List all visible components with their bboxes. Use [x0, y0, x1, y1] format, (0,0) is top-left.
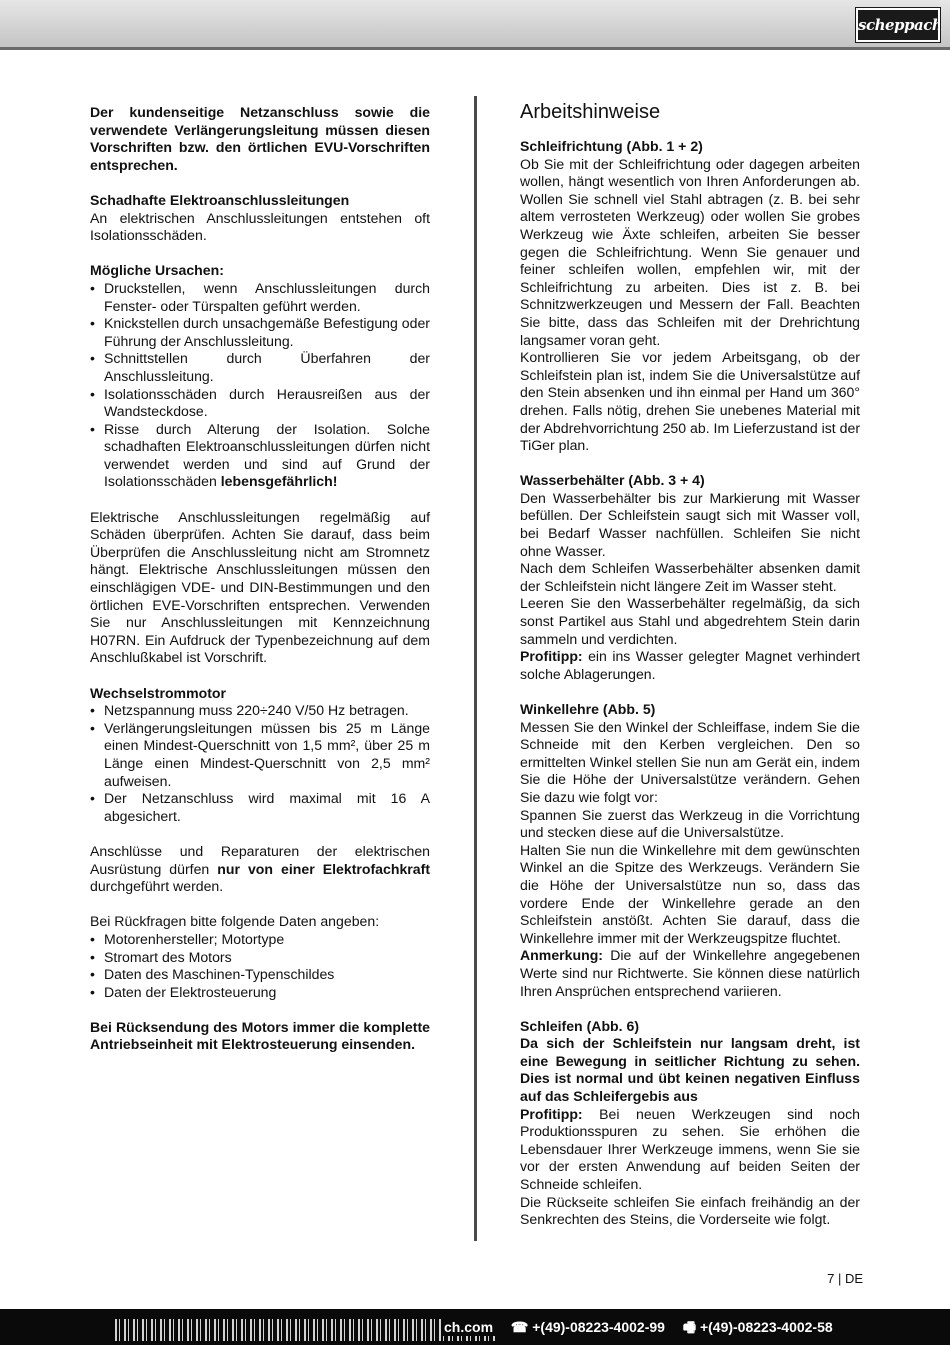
ac-motor-heading: Wechselstrommotor: [90, 684, 227, 701]
intro-paragraph: Der kundenseitige Netzanschluss sowie die verwendete Verlängerungsleitung müssen diesen Vorschriften bzw. den örtlichen EVU-Vorschriften entsprechen.: [90, 104, 430, 173]
tip-text: Bei neuen Werkzeugen sind noch Produktionsspuren zu sehen. Sie erhöhen die Lebensdauer Ihrer Werkzeuge immens, wenn Sie sie vor der ersten Anwendung auf beiden Seiten der Schneide schleifen.: [520, 1105, 860, 1193]
queries-intro: Bei Rückfragen bitte folgende Daten angeben:: [90, 913, 380, 930]
water-text: Leeren Sie den Wasserbehälter regelmäßig, da sich sonst Partikel aus Stahl und abgedrehtem Stein darin sammeln und verdichten.: [520, 595, 860, 647]
angle-note: [520, 947, 860, 1000]
tip-text: ein ins Wasser gelegter Magnet verhindert solche Ablagerungen.: [520, 648, 860, 682]
list-item: • Daten der Elektrosteuerung: [90, 984, 430, 1002]
water-text: Nach dem Schleifen Wasserbehälter absenken damit der Schleifstein nicht längere Zeit im Wasser steht.: [520, 560, 860, 594]
list-item: • Verlängerungsleitungen müssen bis 25 m Länge einen Mindest-Querschnitt von 1,5 mm², über 25 m Länge einen Mindest-Querschnitt von 2,5 mm² aufweisen.: [90, 720, 430, 790]
page-number: 7 | DE: [827, 1271, 863, 1286]
repairs-text-end: durchgeführt werden.: [90, 878, 224, 895]
flatness-check-text: Kontrollieren Sie vor jedem Arbeitsgang, ob der Schleifstein plan ist, indem Sie die Universalstütze auf den Stein absenken und ihn einmal per Hand um 360° drehen. Falls nötig, drehen Sie unebenes Material mit der Abdrehvorrichtung 250 ab. Im Lieferzustand ist der TiGer plan.: [520, 349, 861, 454]
grinding-direction-text: Ob Sie mit der Schleifrichtung oder dagegen arbeiten wollen, hängt wesentlich von Ihren Anforderungen ab. Wollen Sie schnell viel Stahl abtragen (z. B. bei sehr altem verrosteten Werkzeug) oder wollen Sie grobes Werkzeug wie Äxte schleifen, arbeiten Sie besser gegen die Schleifrichtung. Wenn Sie genauer und feiner schleifen wollen, empfehlen wir, mit der Schleifrichtung zu arbeiten. Dies ist z. B. bei Schnitzwerkzeugen und Messern der Fall. Beachten Sie bitte, dass das Schleifen mit der Drehrichtung langsamer voran geht.: [520, 155, 860, 348]
motor-list: [90, 702, 430, 825]
grinding-notice: Da sich der Schleifstein nur langsam dreht, ist eine Bewegung in seitlicher Richtung zu sehen. Dies ist normal und übt keinen negativen Einfluss auf das Schleifergebis aus: [520, 1035, 860, 1105]
grinding-text: Die Rückseite schleifen Sie einfach freihändig an der Senkrechten des Steins, die Vorderseite wie folgt.: [520, 1193, 860, 1228]
footer-bar: [0, 1309, 950, 1345]
header-bar: [0, 0, 950, 50]
grinding-direction-heading: Schleifrichtung (Abb. 1 + 2): [520, 138, 703, 154]
list-item: [90, 421, 430, 491]
list-item: • Motorenhersteller; Motortype: [90, 931, 430, 949]
right-column: [520, 101, 861, 1229]
angle-text: Halten Sie nun die Winkellehre mit dem gewünschten Winkel an die Spitze des Werkzeugs. Verändern Sie die Höhe der Universalstütze nun so, dass das vordere Ende der Winkellehre gerade an den Schleifstein anstößt. Achten Sie darauf, dass die Winkellehre immer mit der Werkzeugspitze fluchtet.: [520, 841, 860, 946]
list-item: • Schnittstellen durch Überfahren der Anschlussleitung.: [90, 350, 430, 385]
list-item: • Stromart des Motors: [90, 949, 430, 967]
left-column: [90, 104, 430, 1072]
angle-text: Spannen Sie zuerst das Werkzeug in die Vorrichtung und stecken diese auf die Universalstütze.: [520, 806, 860, 841]
angle-gauge-heading: Winkellehre (Abb. 5): [520, 701, 656, 717]
danger-warning: lebensgefährlich!: [220, 473, 338, 490]
list-item: • Knickstellen durch unsachgemäße Befestigung oder Führung der Anschlussleitung.: [90, 315, 430, 350]
list-item: • Druckstellen, wenn Anschlussleitungen durch Fenster- oder Türspalten geführt werden.: [90, 280, 430, 315]
grinding-heading: Schleifen (Abb. 6): [520, 1017, 640, 1034]
list-item: • Der Netzanschluss wird maximal mit 16 A abgesichert.: [90, 790, 430, 825]
repairs-paragraph: [90, 843, 430, 896]
electrician-only: nur von einer Elektrofachkraft: [217, 860, 431, 877]
queries-list: [90, 931, 430, 1001]
cause-text: Risse durch Alterung der Isolation. Solche schadhaften Elektroanschlussleitungen dürfen nicht verwendet werden und sind auf Grund der Isolationsschäden: [104, 420, 430, 490]
possible-causes-heading: Mögliche Ursachen:: [90, 262, 224, 279]
barcode-graphic: [115, 1319, 495, 1341]
return-note: Bei Rücksendung des Motors immer die komplette Antriebseinheit mit Elektrosteuerung einsenden.: [90, 1018, 430, 1053]
angle-text: Messen Sie den Winkel der Schleiffase, indem Sie die Schneide mit den Kerben vergleichen. Den so ermittelten Winkel stellen Sie nun am Gerät ein, indem Sie die Höhe der Universalstütze verändern. Gehen Sie dazu wie folgt vor:: [520, 718, 860, 805]
grinding-tip: [520, 1106, 860, 1194]
water-container-heading: Wasserbehälter (Abb. 3 + 4): [520, 472, 705, 489]
section-title: Arbeitshinweise: [520, 101, 661, 123]
water-text: Den Wasserbehälter bis zur Markierung mit Wasser befüllen. Der Schleifstein saugt sich mit Wasser voll, bei Bedarf Wasser nachfüllen. Schleifen Sie nicht ohne Wasser.: [520, 489, 860, 559]
inspection-paragraph: Elektrische Anschlussleitungen regelmäßig auf Schäden überprüfen. Achten Sie darauf, dass beim Überprüfen die Anschlussleitung nicht am Stromnetz hängt. Elektrische Anschlussleitungen müssen den einschlägigen VDE- und DIN-Bestimmungen und den örtlichen EVE-Vorschriften entsprechen. Verwenden Sie nur Anschlussleitungen mit Kennzeichnung H07RN. Ein Aufdruck der Typenbezeichnung auf dem Anschlußkabel ist Vorschrift.: [90, 508, 430, 666]
list-item: • Isolationsschäden durch Herausreißen aus der Wandsteckdose.: [90, 386, 430, 421]
tip-label: Profitipp:: [520, 1105, 583, 1122]
scheppach-logo: scheppach: [856, 8, 940, 42]
fax-number: 🖷 +(49)-08223-4002-58: [682, 1319, 833, 1335]
note-text: Die auf der Winkellehre angegebenen Werte sind nur Richtwerte. Sie können diese natürlich Ihren Ansprüchen entsprechend variieren.: [520, 947, 860, 999]
causes-list: [90, 280, 430, 491]
note-label: Anmerkung:: [520, 947, 604, 964]
repairs-text: Anschlüsse und Reparaturen der elektrischen Ausrüstung dürfen: [90, 842, 430, 877]
phone-number: ☎ +(49)-08223-4002-99: [510, 1319, 665, 1335]
tip-label: Profitipp:: [520, 648, 583, 665]
website-text: ch.com: [444, 1319, 494, 1335]
water-tip: [520, 648, 860, 683]
column-divider: [474, 96, 477, 1241]
list-item: • Daten des Maschinen-Typenschildes: [90, 966, 430, 984]
list-item: • Netzspannung muss 220÷240 V/50 Hz betragen.: [90, 702, 430, 720]
damaged-cables-heading: Schadhafte Elektroanschlussleitungen: [90, 191, 350, 208]
contact-info: [442, 1318, 847, 1336]
damaged-cables-text: An elektrischen Anschlussleitungen entstehen oft Isolationsschäden.: [90, 209, 430, 244]
